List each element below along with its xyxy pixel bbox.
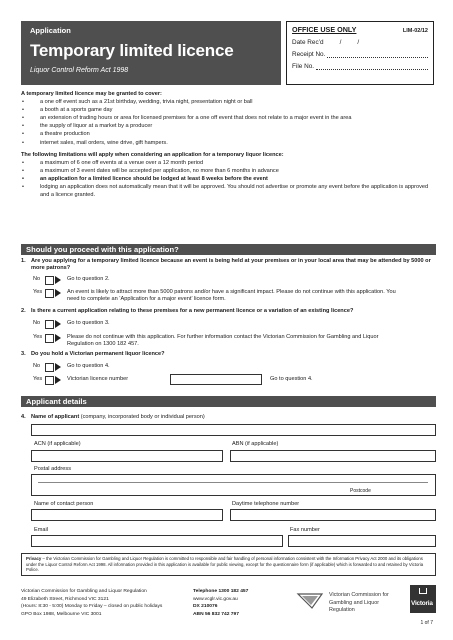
q1-yes-option: Yes An event is likely to attract more than 5000 patrons and/or have a significant impact. Please do not continue with this application. You need to complete an ‘Application for a major event’ licence form. (33, 289, 396, 302)
intro-section (21, 90, 436, 199)
daytime-phone-input[interactable] (230, 509, 436, 521)
vcglr-logo: Victorian Commission for Gambling and Liquor Regulation (296, 588, 406, 614)
address-line (38, 482, 428, 483)
contact-person-input[interactable] (31, 509, 223, 521)
list-item: • lodging an application does not automatically mean that it will be approved. You should not advertise or promote any event before the application is approved and a licence granted. (21, 183, 436, 199)
list-item: • the supply of liquor at a market by a producer (21, 122, 436, 130)
act-reference: Liquor Control Reform Act 1998 (30, 67, 129, 74)
question-3-text: Do you hold a Victorian permanent liquor licence? (31, 351, 165, 357)
q2-yes-option: Yes Please do not continue with this application. For further information contact the Victorian Commission for Gambling and Liquor Regulation on 1300 182 457. (33, 334, 379, 347)
limitations-heading: The following limitations will apply when considering an application for a temporary liquor licence: (21, 151, 284, 158)
arrow-icon (55, 289, 61, 297)
q2-no-option: No Go to question 3. (33, 320, 397, 329)
list-item: • a theatre production (21, 130, 436, 138)
proceed-section-heading: Should you proceed with this application? (21, 244, 436, 255)
licence-number-input[interactable] (170, 374, 262, 385)
arrow-icon (55, 320, 61, 328)
arrow-icon (55, 276, 61, 284)
page-number: 1 of 7 (420, 620, 433, 626)
email-label: Email (34, 527, 48, 533)
question-4: 4. Name of applicant (company, incorporated body or individual person) (21, 414, 205, 420)
receipt-no-label: Receipt No. (292, 51, 326, 58)
q3-yes-checkbox[interactable] (45, 376, 54, 385)
contact-person-label: Name of contact person (34, 501, 94, 507)
form-title: Temporary limited licence (30, 41, 234, 60)
q2-no-checkbox[interactable] (45, 320, 54, 329)
victoria-logo: Victoria (410, 585, 436, 613)
file-no-field (316, 63, 428, 70)
question-2: 2. Is there a current application relating to these premises for a new permanent licence or a variation of an existing licence? (21, 308, 354, 314)
q1-no-option: No Go to question 2. (33, 276, 397, 285)
list-item: • internet sales, mail orders, wine drive, gift hampers. (21, 139, 436, 147)
arrow-icon (55, 376, 61, 384)
question-1: 1. Are you applying for a temporary limited licence because an event is being held at your premises or in your local area that may be attended by 5000 or more patrons? (21, 258, 436, 272)
q2-yes-checkbox[interactable] (45, 334, 54, 343)
arrow-icon (55, 334, 61, 342)
list-item: • an extension of trading hours or area for licensed premises for a one off event that does not relate to a major event in the area (21, 114, 436, 122)
q3-no-option: No Go to question 4. (33, 363, 397, 372)
file-no-label: File No. (292, 63, 315, 70)
footer-address: Victorian Commission for Gambling and Liquor Regulation 49 Elizabeth Street, Richmond VIC 3121 (Hours: 8:30 - 5:00) Monday to Friday – closed on public holidays GPO Box 1988, Melbourne VIC 3001 (21, 589, 163, 617)
vcglr-mark-icon (296, 590, 324, 612)
abn-input[interactable] (230, 450, 436, 462)
daytime-phone-label: Daytime telephone number (232, 501, 300, 507)
q3-no-checkbox[interactable] (45, 363, 54, 372)
applicant-name-input[interactable] (31, 424, 436, 436)
arrow-icon (55, 363, 61, 371)
q3-goto-label: Go to question 4. (270, 376, 313, 382)
fax-label: Fax number (290, 527, 320, 533)
office-use-title: OFFICE USE ONLY (292, 25, 357, 34)
list-item: • a one off event such as a 21st birthday, wedding, trivia night, presentation night or ball (21, 98, 436, 106)
email-input[interactable] (31, 535, 283, 547)
footer-contact: Telephone 1300 182 457 www.vcglr.vic.gov.au DX 210076 ABN 56 832 742 797 (193, 589, 249, 617)
applicant-section-heading: Applicant details (21, 396, 436, 407)
postcode-label: Postcode (350, 488, 371, 494)
question-3: 3. Do you hold a Victorian permanent liquor licence? (21, 351, 165, 357)
office-use-box: OFFICE USE ONLY LIM-02/12 Date Rec’d / / Receipt No. File No. (286, 21, 434, 85)
list-item: • a booth at a sports game day (21, 106, 436, 114)
fax-input[interactable] (288, 535, 436, 547)
privacy-notice: Privacy – the Victorian Commission for Gambling and Liquor Regulation is committed to responsible and fair handling of personal information consistent with the Information Privacy Act 2000 and its obligations under the Liquor Control Reform Act 1998. All information provided in this application is available for public viewing, except for the questionnaire form (if applicable) which is forwarded to and retained by Victoria Police. (21, 553, 436, 576)
granted-list (21, 98, 436, 147)
question-1-text: Are you applying for a temporary limited licence because an event is being held at your premises or in your local area that may be attended by 5000 or more patrons? (31, 258, 431, 271)
abn-label: ABN (if applicable) (232, 441, 279, 447)
question-4-text: Name of applicant (company, incorporated body or individual person) (31, 414, 205, 420)
postal-address-input[interactable] (31, 474, 436, 496)
q1-no-checkbox[interactable] (45, 276, 54, 285)
list-item: • a maximum of 6 one off events at a venue over a 12 month period (21, 159, 436, 167)
date-received-label: Date Rec’d (292, 39, 324, 46)
list-item: • an application for a limited licence should be lodged at least 8 weeks before the event (21, 175, 436, 183)
question-2-text: Is there a current application relating to these premises for a new permanent licence or a variation of an existing licence? (31, 308, 354, 314)
postal-address-label: Postal address (34, 466, 72, 472)
form-header (21, 21, 281, 85)
granted-heading: A temporary limited licence may be granted to cover: (21, 91, 162, 97)
list-item: • a maximum of 3 event dates will be accepted per application, no more than 6 months in advance (21, 167, 436, 175)
q1-yes-checkbox[interactable] (45, 289, 54, 298)
limitations-list (21, 159, 436, 199)
q3-yes-option: Yes Victorian licence number (33, 376, 137, 385)
acn-input[interactable] (31, 450, 223, 462)
form-code: LIM-02/12 (402, 28, 428, 34)
form-type-label: Application (30, 26, 71, 35)
acn-label: ACN (if applicable) (34, 441, 81, 447)
crown-icon (419, 588, 427, 594)
receipt-no-field (327, 51, 428, 58)
